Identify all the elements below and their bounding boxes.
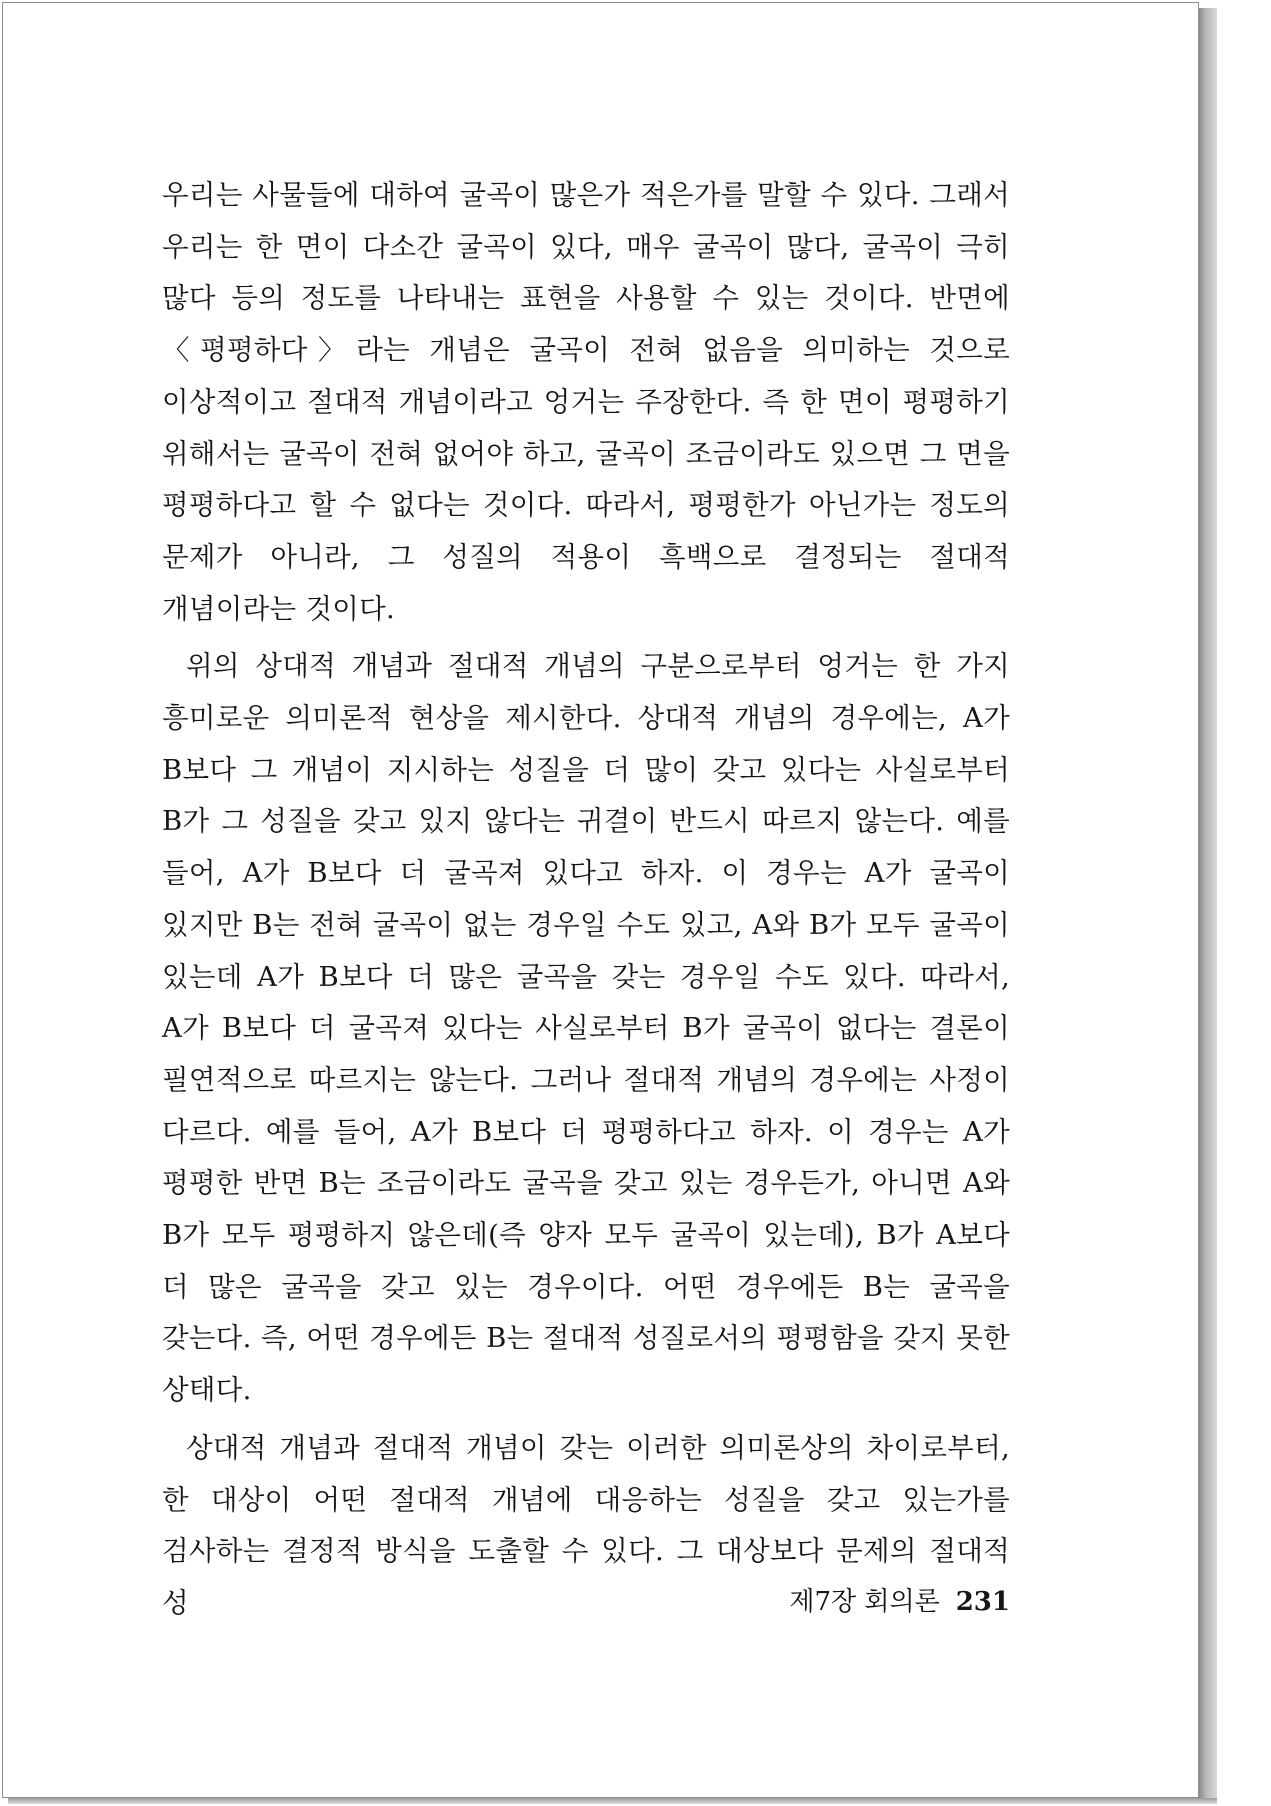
page-edge-shadow (1199, 8, 1217, 1800)
paragraph-3: 상대적 개념과 절대적 개념이 갖는 이러한 의미론상의 차이로부터, 한 대상이 어떤 절대적 개념에 대응하는 성질을 갖고 있는가를 검사하는 결정적 방식을 도출할 수 있다. 그 대상보다 문제의 절대적 성 (162, 1431, 1010, 1619)
paragraph-1: 우리는 사물들에 대하여 굴곡이 많은가 적은가를 말할 수 있다. 그래서 우리는 한 면이 다소간 굴곡이 있다, 매우 굴곡이 많다, 굴곡이 극히 많다 등의 정도를 나타내는 표현을 사용할 수 있는 것이다. 반면에 〈평평하다〉라는 개념은 굴곡이 전혀 없음을 의미하는 것으로 이상적이고 절대적 개념이라고 엉거는 주장한다. 즉 한 면이 평평하기 위해서는 굴곡이 전혀 없어야 하고, 굴곡이 조금이라도 있으면 그 면을 평평하다고 할 수 없다는 것이다. 따라서, 평평한가 아닌가는 정도의 문제가 아니라, 그 성질의 적용이 흑백으로 결정되는 절대적 개념이라는 것이다. (162, 179, 1010, 625)
page-bottom-shadow (8, 1798, 1217, 1804)
running-footer (760, 1582, 1010, 1622)
page-body (162, 170, 1010, 1636)
chapter-title: 제7장 회의론 (789, 1587, 940, 1617)
page-number: 231 (955, 1587, 1010, 1617)
paragraph-2: 위의 상대적 개념과 절대적 개념의 구분으로부터 엉거는 한 가지 흥미로운 의미론적 현상을 제시한다. 상대적 개념의 경우에는, A가 B보다 그 개념이 지시하는 성질을 더 많이 갖고 있다는 사실로부터 B가 그 성질을 갖고 있지 않다는 귀결이 반드시 따르지 않는다. 예를 들어, A가 B보다 더 굴곡져 있다고 하자. 이 경우는 A가 굴곡이 있지만 B는 전혀 굴곡이 없는 경우일 수도 있고, A와 B가 모두 굴곡이 있는데 A가 B보다 더 많은 굴곡을 갖는 경우일 수도 있다. 따라서, A가 B보다 더 굴곡져 있다는 사실로부터 B가 굴곡이 없다는 결론이 필연적으로 따르지는 않는다. 그러나 절대적 개념의 경우에는 사정이 다르다. 예를 들어, A가 B보다 더 평평하다고 하자. 이 경우는 A가 평평한 반면 B는 조금이라도 굴곡을 갖고 있는 경우든가, 아니면 A와 B가 모두 평평하지 않은데(즉 양자 모두 굴곡이 있는데), B가 A보다 더 많은 굴곡을 갖고 있는 경우이다. 어떤 경우에든 B는 굴곡을 갖는다. 즉, 어떤 경우에든 B는 절대적 성질로서의 평평함을 갖지 못한 상태다. (162, 650, 1010, 1407)
